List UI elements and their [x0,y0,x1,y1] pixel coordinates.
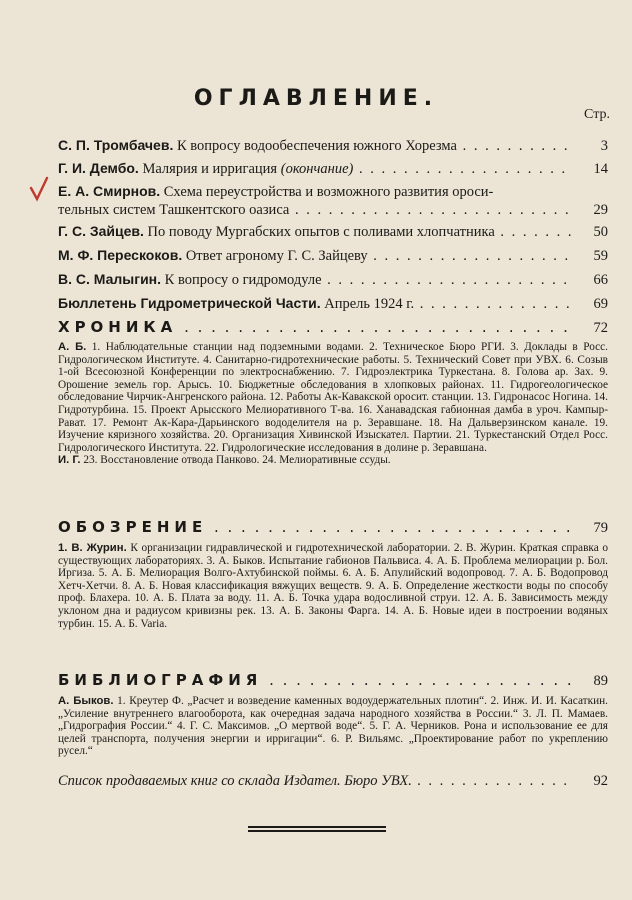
entry-page: 14 [593,161,608,177]
section-page: 72 [593,320,608,336]
checkmark-icon [28,176,50,202]
para-text: 1. Креутер Ф. „Расчет и возведение каменных водоудержательных плотин“. 2. Инж. И. И. Касаткин. „Усиление внутреннего влагооборота, как очередная задача народного хозяйства в России.“ 3. Л. П. Мамаев. „Гидрография России.“ 4. Г. С. Максимов. „О мертвой воде“. 5. Г. А. Черников. Рона и использование ее для целей транспорта, получения энергии и ирригации“. 6. Р. Вильямс. „Проектирование работ по укреплению русел.“ [58,695,609,758]
para-label: А. Б. [58,341,87,353]
entry-title: По поводу Мургабских опытов с поливами хлопчатника [147,224,495,240]
entry-title-cont: тельных систем Ташкентского оазиса . . . [58,201,572,219]
section-body [58,542,608,630]
entry-title: Схема переустройства и возможного развития ороси- [163,184,494,200]
para-label: А. Быков. [58,695,114,707]
section-body [58,695,608,758]
section-page: 79 [593,520,608,536]
toc-entry[interactable] [58,182,608,219]
toc-entry[interactable] [58,772,608,790]
section-heading-review[interactable] [58,518,608,537]
section-page: 89 [593,673,608,689]
divider [248,830,386,832]
page-column-label: Стр. [584,107,610,122]
divider [248,826,386,828]
section-title: ХРОНИКА . . . [58,318,572,336]
entry-title: К вопросу водообеспечения южного Хорезма [176,138,457,154]
para-text: 23. Восстановление отвода Панково. 24. Мелиоративные ссуды. [83,454,391,467]
section-body [58,341,608,467]
entry-page: 59 [593,248,608,264]
para-text: 1. Наблюдательные станции над подземными водами. 2. Техническое Бюро РГИ. 3. Доклады в Росс. Гидрологическом Институте. 4. Санитарно-гидротехнические работы. 5. Технический Совет при УВХ. 6. Созыв 1-ой Всесоюзной Конференции по электроснабжению. 7. Гидроэлектрика Туркестана. 8. Голова ар. Зах. 9. Орошение земель гор. Арысь. 10. Бюджетные обследования в хлопковых районах. 11. Гидрогеологическое обследование Чирчик-Ангренского района. 12. Работы Ак-Кавакской оросит. станции. 13. Гидронасос Ногина. 14. Гидротурбина. 15. Проект Арысского Мелиоративного Т-ва. 16. Ханавадская габионная дамба в уроч. Кампыр-Рават. 17. Ремонт Ак-Кара-Дарьинского вододелителя на р. Зеравшане. 18. На Дальверзинском канале. 19. Изучение кяризного хозяйства. 20. Организация Хивинской Изыскател. Партии. 21. Туркестанский Отдел Росс. Гидрологического Института. 22. Гидрологические исследования в долине р. Зеравшана. [58,341,608,454]
entry-page: 50 [593,224,608,240]
entry-title: К вопросу о гидромодуле [164,272,322,288]
section-heading-chronicle[interactable] [58,318,608,337]
entry-page: 66 [593,272,608,288]
para-text: К организации гидравлической и гидротехнической лаборатории. 2. В. Журин. Краткая справка о существующих лабораториях. 3. А. Быков. Испытание габионов Пальвиса. 4. А. Б. Проблема мелиорации р. Бол. Иргиза. 5. А. Б. Мелиорация Волго-Ахтубинской поймы. 6. А. Б. Апулийский водопровод. 7. А. Б. Водопровод Хетч-Хетчи. 8. А. Б. Новая классификация вяжущих веществ. 9. А. Б. Определение жесткости воды по способу проф. Блахера. 10. А. Б. Плата за воду. 11. А. Б. Точка удара водосливной струи. 12. А. Б. Зависимость между уклоном дна и радиусом кривизны рек. 13. А. Б. Законы Фарга. 14. А. Б. Новые идеи в построении водяных турбин. 15. А. Б. Varia. [58,542,608,630]
entry-page: 69 [593,296,608,312]
section-title: БИБЛИОГРАФИЯ . . . [58,671,572,689]
section-heading-bibliography[interactable] [58,671,608,690]
section-title: ОБОЗРЕНИЕ . . . [58,518,572,536]
entry-title: Малярия и ирригация [142,161,278,177]
entry-author: Бюллетень Гидрометрической Части. [58,295,321,311]
entry-title: Ответ агроному Г. С. Зайцеву [185,248,368,264]
toc-entry[interactable] [58,270,608,289]
toc-entry[interactable] [58,246,608,265]
entry-page: 3 [600,138,608,154]
entry-author: Г. С. Зайцев. [58,223,144,239]
entry-author: В. С. Малыгин. [58,271,162,287]
entry-author: М. Ф. Перескоков. [58,247,183,263]
para-label: И. Г. [58,454,81,467]
page-title: ОГЛАВЛЕНИЕ. [193,86,439,111]
entry-title: Список продаваемых книг со склада Издател. Бюро УВХ. . . . [58,772,572,790]
toc-entry[interactable] [58,294,608,313]
para-label: 1. В. Журин. [58,542,127,554]
entry-author: Е. А. Смирнов. [58,183,161,199]
entry-page: 92 [593,773,608,789]
entry-title: Апрель 1924 г. [324,296,415,312]
entry-note: (окончание) [280,161,354,177]
toc-entry[interactable] [58,136,608,155]
toc-entry[interactable] [58,159,608,178]
toc-entry[interactable] [58,222,608,241]
entry-page: 29 [593,202,608,218]
entry-author: Г. И. Дембо. [58,160,139,176]
entry-author: С. П. Тромбачев. [58,137,174,153]
